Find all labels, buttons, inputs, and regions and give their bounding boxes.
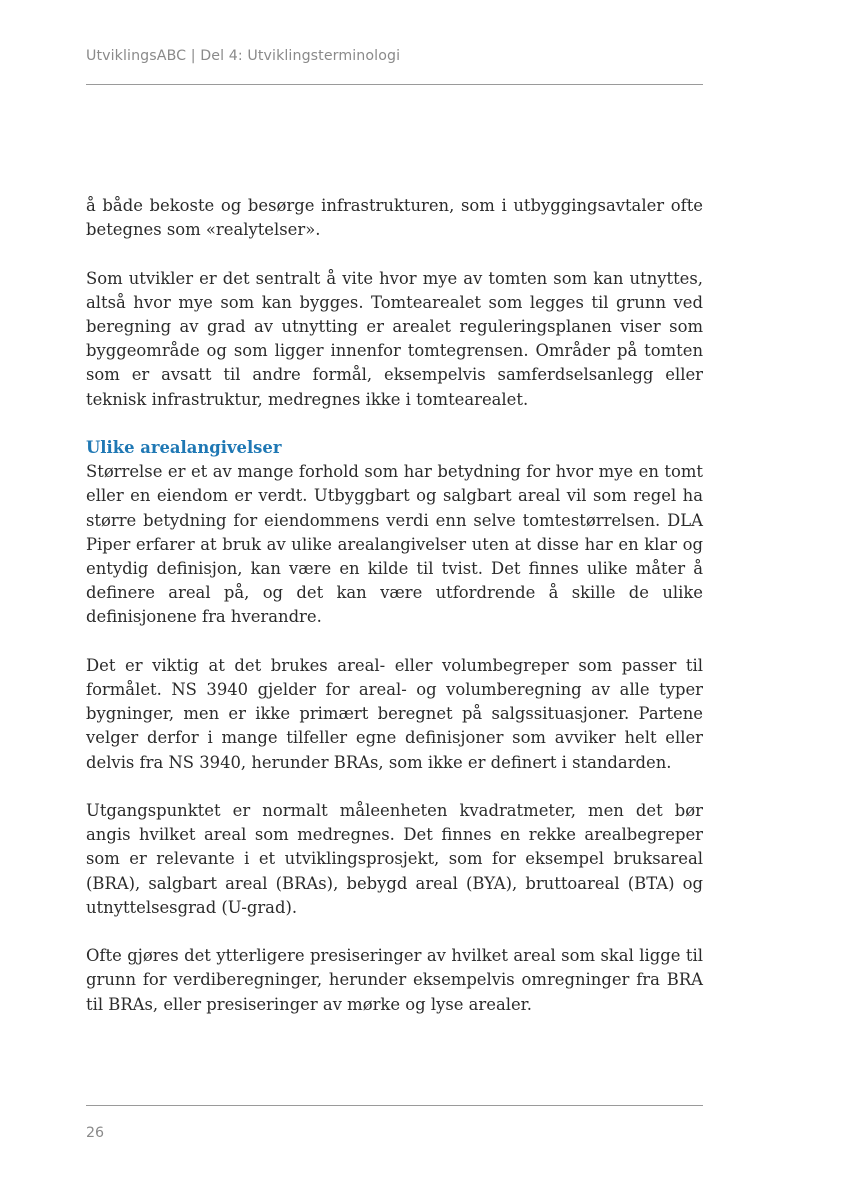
body-paragraph-3: Størrelse er et av mange forhold som har betydning for hvor mye en tomt eller en eiendom er verdt. Utbyggbart og salgbart areal vil som regel ha større betydning for eiendommens verdi enn selve tomtestørrelsen. DLA Piper erfarer at bruk av ulike arealangivelser uten at disse har en klar og entydig definisjon, kan være en kilde til tvist. Det finnes ulike måter å definere areal på, og det kan være utfordrende å skille de ulike definisjonene fra hverandre.	[86, 462, 703, 627]
footer-divider	[86, 1105, 703, 1106]
body-paragraph-4: Det er viktig at det brukes areal- eller volumbegreper som passer til formålet. NS 3940 gjelder for areal- og volumberegning av alle typer bygninger, men er ikke primært beregnet på salgssituasjoner. Partene velger derfor i mange tilfeller egne definisjoner som avviker helt eller delvis fra NS 3940, herunder BRAs, som ikke er definert i standarden.	[86, 655, 703, 772]
body-paragraph-2: Som utvikler er det sentralt å vite hvor mye av tomten som kan utnyttes, altså hvor mye som kan bygges. Tomtearealet som legges til grunn ved beregning av grad av utnytting er arealet reguleringsplanen viser som byggeområde og som ligger innenfor tomtegrensen. Områder på tomten som er avsatt til andre formål, eksempelvis samferdselsanlegg eller teknisk infrastruktur, medregnes ikke i tomtearealet.	[86, 268, 703, 409]
header-divider	[86, 84, 703, 85]
body-paragraph-1: å både bekoste og besørge infrastrukturen, som i utbyggingsavtaler ofte betegnes som «realytelser».	[86, 196, 703, 240]
page-number: 26	[86, 1125, 105, 1141]
section-heading: Ulike arealangivelser	[86, 438, 282, 457]
body-paragraph-5: Utgangspunktet er normalt måleenheten kvadratmeter, men det bør angis hvilket areal som medregnes. Det finnes en rekke arealbegreper som er relevante i et utviklingsprosjekt, som for eksempel bruksareal (BRA), salgbart areal (BRAs), bebygd areal (BYA), bruttoareal (BTA) og utnyttelsesgrad (U-grad).	[86, 801, 703, 917]
page-body	[86, 194, 703, 1017]
body-paragraph-6: Ofte gjøres det ytterligere presiseringer av hvilket areal som skal ligge til grunn for verdiberegninger, herunder eksempelvis omregninger fra BRA til BRAs, eller presiseringer av mørke og lyse arealer.	[86, 946, 703, 1014]
running-header: UtviklingsABC | Del 4: Utviklingsterminologi	[86, 48, 401, 64]
